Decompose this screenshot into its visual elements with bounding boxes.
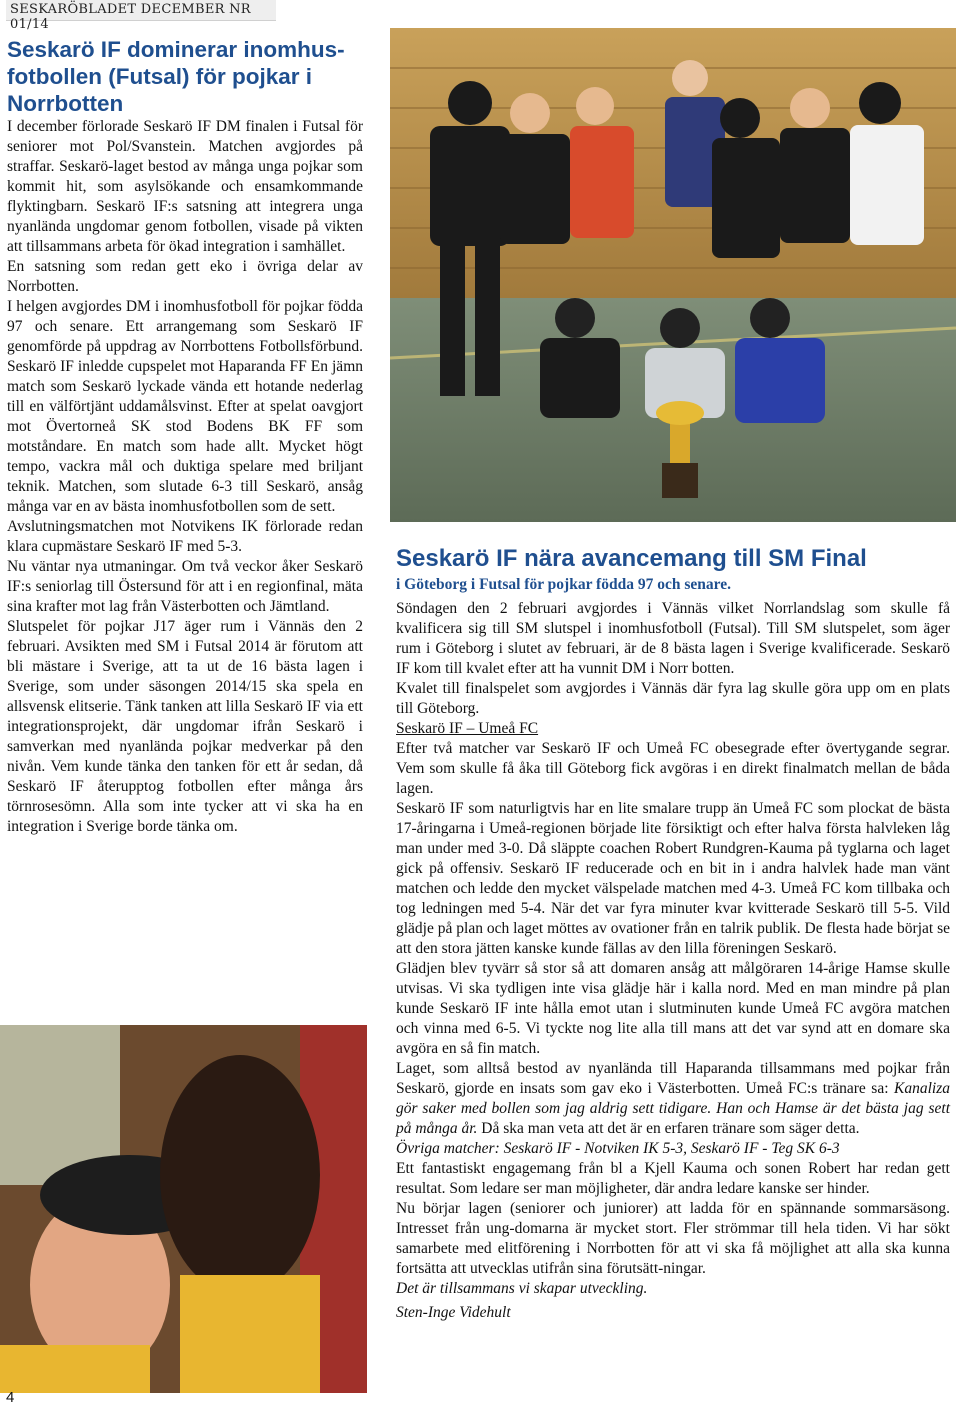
article2-paragraph: Glädjen blev tyvärr så stor så att domaren ansåg att målgöraren 14-årige Hamse skulle utvisas. Vi ska tydligen inte visa glädje här i kalla nord. Med en man mindre på plan kunde Seskarö IF inte hålla emot utan i slutminuten kunde Umeå FC avgöra matchen och vinna med 6-5. Vi tyckte nog lite alla till mans att det var synd att en domare ska avgöra en så fin match. xyxy=(396,960,950,1057)
article2-paragraph: Nu börjar lagen (seniorer och juniorer) att ladda för en spännande sommarsäsong. Intresset från ung-domarna är mycket stort. Fler strömmar till hela tiden. Vi har sökt samarbete med elitförening i Norrbotten för att vi ska få möjlighet att alla ska kunna fortsätta att utvecklas utifrån sina förutsätt-ningar. xyxy=(396,1200,950,1277)
author-signature: Sten-Inge Videhult xyxy=(396,1304,511,1321)
article2-paragraph: Ett fantastiskt engagemang från bl a Kjell Kauma och sonen Robert har redan gett resultat. Som ledare ser man möjligheter, där andra ledare kanske ser hinder. xyxy=(396,1160,950,1197)
article-right-column xyxy=(396,543,950,1323)
closeup-photo-graphic xyxy=(0,1025,367,1393)
article-left-column xyxy=(7,36,363,837)
quote-outro: Då ska man veta att det är en erfaren tränare som säger detta. xyxy=(477,1120,860,1137)
closeup-photo xyxy=(0,1025,367,1393)
article2-paragraph: Kvalet till finalspelet som avgjordes i Vännäs där fyra lag skulle göra upp om en plats till Göteborg. xyxy=(396,680,950,717)
article2-paragraph: Söndagen den 2 februari avgjordes i Vännäs vilket Norrlandslag som skulle få kvalificera sig till SM slutspel i inomhusfotboll (Futsal). Till SM slutspelet, som äger rum i Göteborg i slutet av februari, är de 8 bästa lagen i Sverige kvalificerade. Seskarö IF kom till kvalet efter att ha vunnit DM i Norr botten. xyxy=(396,600,950,677)
running-header-title: SESKARÖBLADET DECEMBER NR 01/14 xyxy=(10,2,251,32)
quote-intro: Laget, som alltså bestod av nyanlända till Haparanda tillsammans med pojkar från Seskarö, gjorde en insats som gav eko i Västerbotten. Umeå FC:s tränare sa: xyxy=(396,1060,950,1097)
page-number: 4 xyxy=(6,1389,15,1406)
article-body: I december förlorade Seskarö IF DM finalen i Futsal för seniorer mot Pol/Svanstein. Matchen avgjordes på straffar. Seskarö-laget bestod av många unga pojkar som kommit hit, som asylsökande och ensamkommande flyktingbarn. Seskarö IF:s satsning att integrera unga nyanlända ungdomar genom fotbollen, visade på vikten att tillsammans arbeta för ökad integration i samhället. En satsning som redan gett eko i övriga delar av Norrbotten. I helgen avgjordes DM i inomhusfotboll för pojkar födda 97 och senare. Ett arrangemang som Seskarö IF genomförde på uppdrag av Norrbottens Fotbollsförbund. Seskarö IF inledde cupspelet mot Haparanda FF En jämn match som Seskarö lyckade vända ett hotande nederlag till en välförtjänt uddamålsvinst. Efter at spelat oavgjort mot Övertorneå SK stod Bodens BK FF som motståndare. En match som hade allt. Mycket högt tempo, vackra mål och duktiga spelare med briljant teknik. Matchen, som slutade 6-3 till Seskarö, ansåg många var en av bästa inomhusfotbollen som de sett. Avslutningsmatchen mot Notvikens IK förlorade redan klara cupmästare Seskarö IF med 5-3. Nu väntar nya utmaningar. Om två veckor åker Seskarö IF:s seniorlag till Östersund för att i en regionfinal, mäta sina krafter mot lag från Västerbotten och Jämtland. Slutspelet för pojkar J17 äger rum i Vännäs den 2 februari. Avsikten med SM i Futsal 2014 är förutom att bli mästare i Sverige, att ta ut de 16 bästa lagen i Sverige, som under säsongen 2014/15 ska spela en allsvensk elitserie. Tänk tanken att lilla Seskarö IF via ett integrationsprojekt, där ungdomar ifrån Seskarö i samverkan med nyanlända pojkar medverkar på den nivån. Vem kunde tänka den tanken för ett år sedan, då Seskarö IF återupptog fotbollen efter många års törnrosesömn. Alla som inte tycker att vi ska ha en integration i Sverige borde tänka om. xyxy=(7,118,363,835)
article2-paragraph: Seskarö IF som naturligtvis har en lite smalare trupp än Umeå FC som plockat de bästa 17-åringarna i Umeå-regionen började lite försiktigt och efter halva första halvleken låg man under med 3-0. Då släppte coachen Robert Rundgren-Kauma på tyglarna och laget gick på offensiv. Seskarö IF reducerade och en bit in i andra halvlek hade man vänt matchen och ledde den mycket välspelade matchen med 4-3. Umeå FC kom tillbaka och tog ledningen med 5-4. När det var fyra minuter kvar kvitterade Seskarö till 5-5. Vild glädje på plan och laget möttes av ovationer från en talrik publik. De flesta hade börjat se att den stora jätten kanske kunde fällas av den lilla föreningen Seskarö. xyxy=(396,800,950,957)
article2-headline: Seskarö IF nära avancemang till SM Final xyxy=(396,545,867,572)
article2-paragraph: Efter två matcher var Seskarö IF och Umeå FC obesegrade efter övertygande segrar. Vem som skulle få åka till Göteborg fick avgöras i en direkt finalmatch mellan de båda lagen. xyxy=(396,740,950,797)
coach-quote: Kanaliza gör saker med bollen som jag aldrig sett tidigare. Han och Hamse är det bästa jag sett på många år. xyxy=(396,1080,950,1137)
closing-line: Det är tillsammans vi skapar utveckling. xyxy=(396,1280,648,1297)
running-header xyxy=(6,0,276,32)
article2-paragraph-quote xyxy=(396,1059,950,1139)
article2-subtitle: i Göteborg i Futsal för pojkar födda 97 och senare. xyxy=(396,576,731,593)
article-headline: Seskarö IF dominerar inomhus-fotbollen (Futsal) för pojkar i Norrbotten xyxy=(7,37,345,116)
other-matches: Övriga matcher: Seskarö IF - Notviken IK 5-3, Seskarö IF - Teg SK 6-3 xyxy=(396,1140,840,1157)
team-photo-graphic xyxy=(390,28,956,522)
team-photo xyxy=(390,28,956,522)
article2-match-heading: Seskarö IF – Umeå FC xyxy=(396,720,539,737)
